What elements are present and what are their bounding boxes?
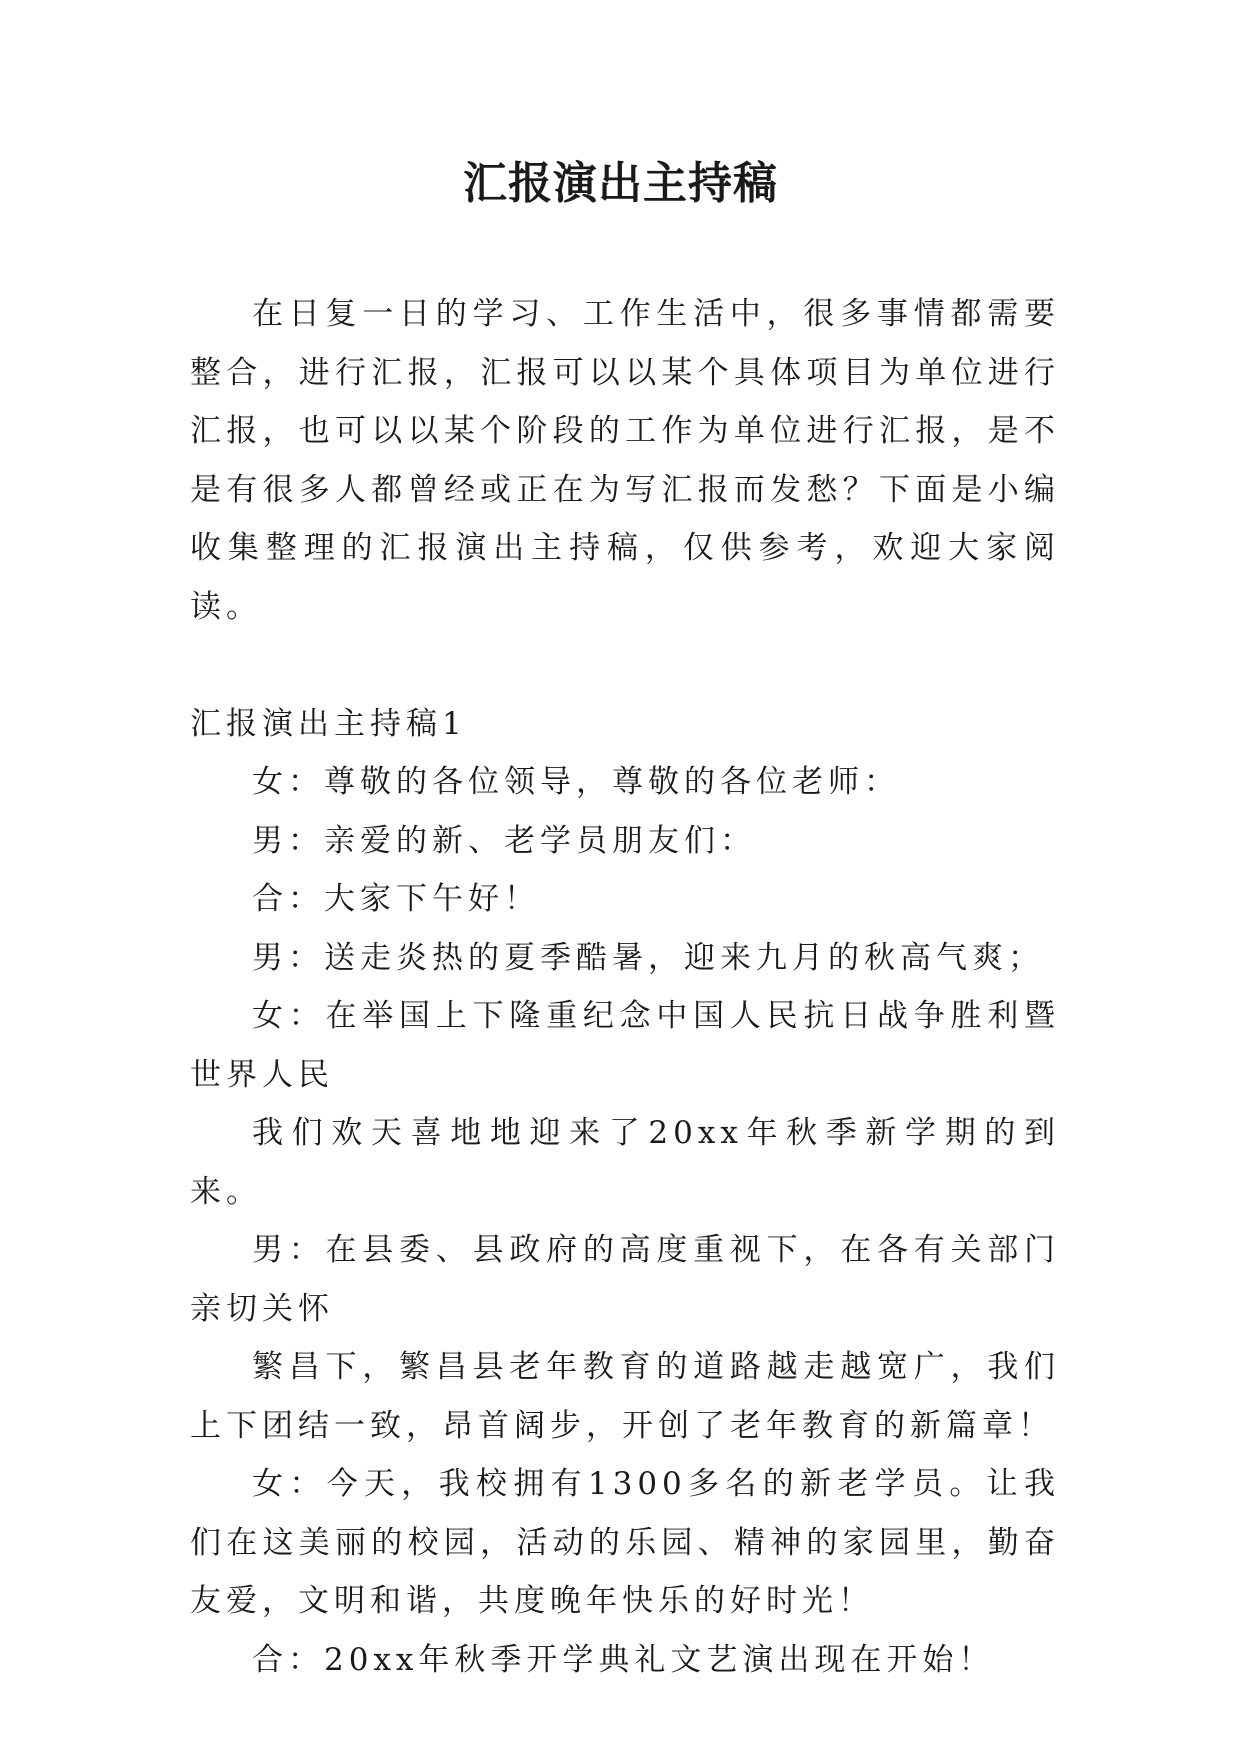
script-line-3: 合：大家下午好！ xyxy=(252,881,540,917)
script-line-9: 女：今天，我校拥有1300多名的新老学员。让我们在这美丽的校园，活动的乐园、精神的家园里，勤奋友爱，文明和谐，共度晚年快乐的好时光！ xyxy=(190,1466,1060,1619)
script-line-1: 女：尊敬的各位领导，尊敬的各位老师： xyxy=(252,764,900,800)
script-line-10: 合：20xx年秋季开学典礼文艺演出现在开始！ xyxy=(252,1641,995,1678)
script-line-5: 女：在举国上下隆重纪念中国人民抗日战争胜利暨世界人民 xyxy=(190,998,1060,1093)
script-line-8: 繁昌下，繁昌县老年教育的道路越走越宽广，我们上下团结一致，昂首阔步，开创了老年教育的新篇章！ xyxy=(190,1349,1060,1444)
blank-line xyxy=(190,636,1060,695)
script-line-7: 男：在县委、县政府的高度重视下，在各有关部门亲切关怀 xyxy=(190,1232,1060,1327)
document-body xyxy=(190,285,1060,1689)
intro-paragraph: 在日复一日的学习、工作生活中，很多事情都需要整合，进行汇报，汇报可以以某个具体项目为单位进行汇报，也可以以某个阶段的工作为单位进行汇报，是不是有很多人都曾经或正在为写汇报而发愁？下面是小编收集整理的汇报演出主持稿，仅供参考，欢迎大家阅读。 xyxy=(190,296,1060,625)
document-title: 汇报演出主持稿 xyxy=(463,158,778,209)
section-heading: 汇报演出主持稿1 xyxy=(190,705,467,742)
script-line-2: 男：亲爱的新、老学员朋友们： xyxy=(252,822,756,859)
script-line-6: 我们欢天喜地地迎来了20xx年秋季新学期的到来。 xyxy=(190,1115,1060,1210)
script-line-4: 男：送走炎热的夏季酷暑，迎来九月的秋高气爽； xyxy=(252,939,1044,976)
